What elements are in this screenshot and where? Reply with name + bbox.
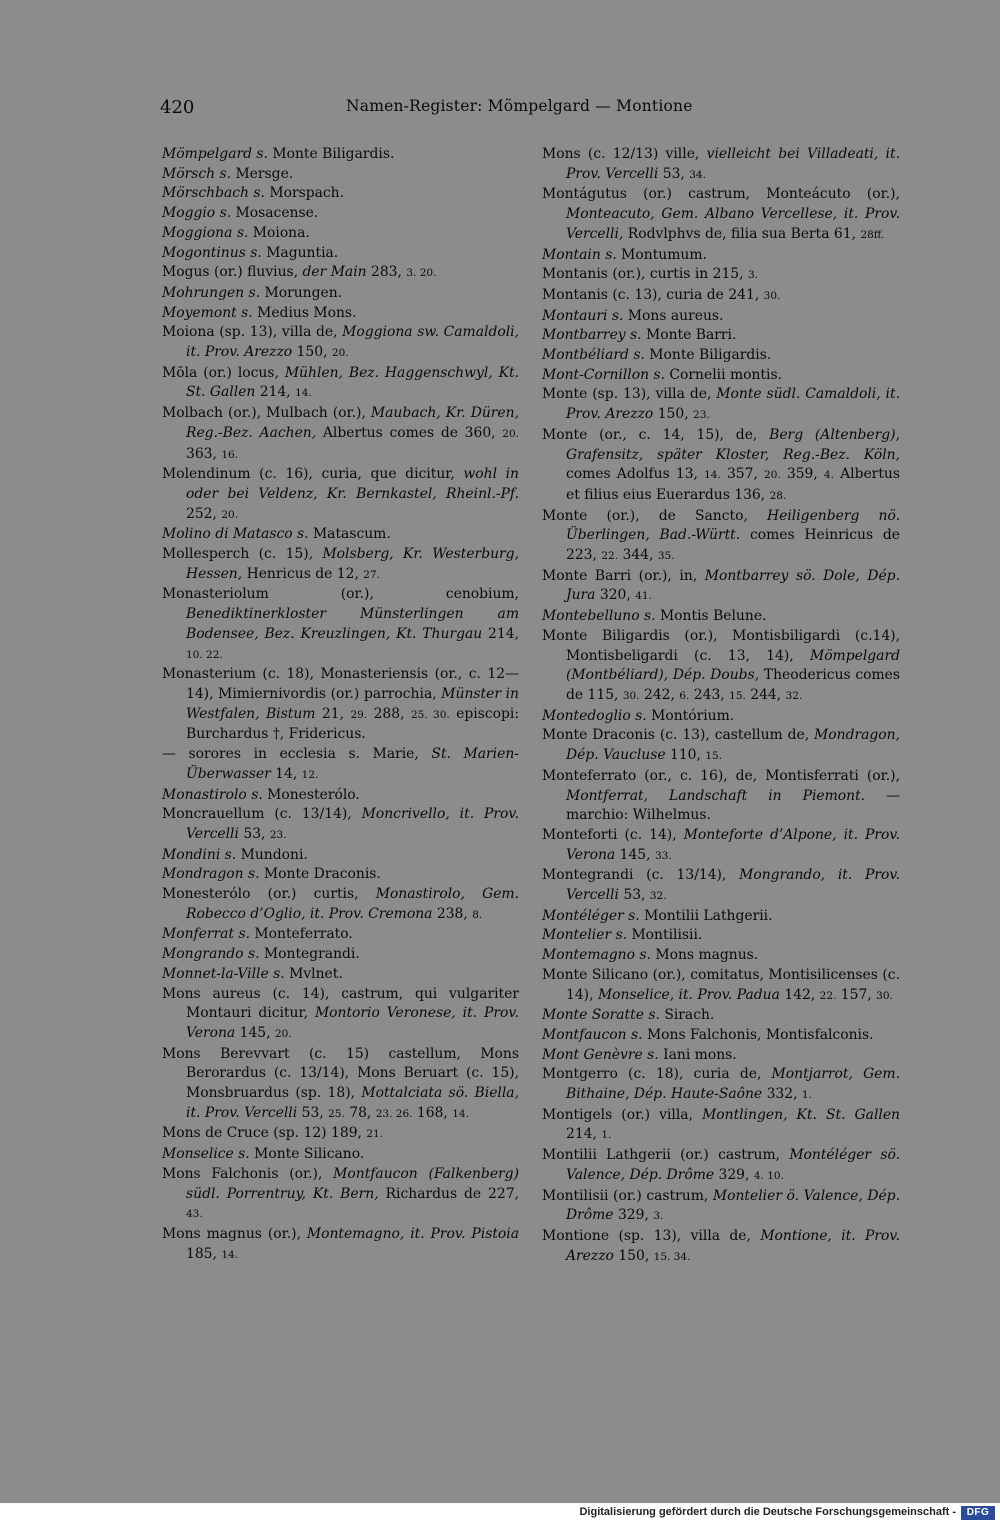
entry-italic-text: Berg (Altenberg), Grafensitz, später Kloster, Reg.-Bez. Köln, [566,426,900,463]
entry-italic-text: Mömpelgard s. [162,146,268,162]
entry-line-ref: 25. [328,1107,345,1120]
entry-text: Monasteriolum (or.), cenobium, [162,586,519,603]
index-entry [542,265,900,286]
entry-text: 110, [665,747,706,764]
entry-text: 78, [344,1104,376,1121]
entry-line-ref: 3. [747,269,759,282]
entry-text: 185, [186,1245,222,1262]
entry-text: Mons (c. 12/13) ville, [542,146,707,162]
entry-italic-text: Mohrungen s. [162,284,261,301]
entry-line-ref: 1. [801,1089,812,1102]
entry-italic-text: wohl in oder bei Veldenz, Kr. Bernkastel, Rheinl.-Pf. [186,466,520,502]
entry-text: Monte (sp. 13), villa de, [542,386,717,403]
entry-text: Montigels (or.) villa, [542,1106,703,1123]
entry-text: 329, [714,1166,754,1183]
entry-text: Montágutus (or.) castrum, Monteácuto (or.), [542,186,900,203]
entry-text: 53, [618,887,650,904]
entry-text: Mvlnet. [284,965,343,982]
entry-italic-text: Montauri s. [542,307,624,324]
entry-text: Monte Biligardis. [644,347,772,364]
entry-italic-text: Monteforte d’Alpone, it. Prov. Verona [566,826,900,863]
index-entry [162,805,519,845]
index-entry [542,866,900,906]
index-entry [162,465,519,525]
index-entry [162,545,519,585]
entry-text: Cornelii montis. [664,366,782,383]
entry-italic-text: Mondragon s. [162,866,260,883]
index-entry [542,726,900,766]
entry-text: Mōla (or.) locus, [162,364,285,381]
index-entry [162,145,519,165]
entry-italic-text: Montfaucon s. [542,1026,643,1043]
entry-italic-text: Mondragon, Dép. Vaucluse [566,727,900,764]
entry-line-ref: 32. [785,689,803,702]
index-entry [542,707,900,727]
index-entry [542,627,900,707]
entry-line-ref: 4. 10. [753,1169,784,1182]
entry-line-ref: 32. [649,890,667,903]
index-entry [162,945,519,965]
entry-italic-text: Molino di Matasco s. [162,526,309,543]
entry-text: Monte Barri (or.), in, [542,567,705,584]
footer-credit: Digitalisierung gefördert durch die Deutsche Forschungsgemeinschaft - [579,1506,956,1518]
page-number: 420 [160,97,195,118]
entry-text: Monte (or., c. 14, 15), de, [542,426,770,443]
entry-italic-text: Monteacuto, Gem. Albano Vercellese, it. Prov. Vercelli, [566,206,900,242]
entry-line-ref: 4. [823,469,834,482]
entry-italic-text: Mongrando s. [162,946,260,963]
entry-text: Maguntia. [261,244,339,261]
index-entry [162,284,519,304]
index-entry [542,907,900,927]
entry-line-ref: 41. [635,590,652,603]
entry-text: Iani mons. [658,1046,737,1063]
entry-text: 283, [366,264,407,281]
entry-line-ref: 27. [363,568,380,581]
entry-italic-text: Mondini s. [162,846,237,863]
entry-italic-text: Moyemont s. [162,304,253,321]
entry-line-ref: 35. [657,550,675,563]
index-entry [162,404,519,465]
entry-italic-text: Montorio Veronese, it. Prov. Verona [186,1005,520,1041]
entry-text: Monteferrato. [250,926,353,943]
entry-italic-text: Montelier s. [542,927,628,944]
index-entry [162,965,519,985]
entry-line-ref: 23. [269,828,287,841]
entry-italic-text: Mühlen, Bez. Haggenschwyl, Kt. St. Gallen [186,364,519,401]
entry-line-ref: 29. [350,708,368,721]
entry-text: Theodericus comes de 115, [566,667,900,703]
index-entry [542,1006,900,1026]
entry-text: Medius Mons. [252,304,357,321]
entry-text: 142, [779,986,820,1003]
entry-italic-text: Moggio s. [162,205,232,222]
index-entry [542,1046,900,1066]
index-entry [542,286,900,307]
index-entry [162,184,519,204]
index-entry [162,786,519,806]
entry-text: Monte Biligardis (or.), Montisbiligardi (c.14), Montisbeligardi (c. 13, 14), [542,627,900,664]
entry-italic-text: Benediktinerkloster Münsterlingen am Bodensee, Bez. Kreuzlingen, Kt. Thurgau [186,606,519,642]
footer-bar [0,1503,1000,1523]
index-entry [162,665,519,745]
entry-line-ref: 3. 20. [406,267,437,280]
entry-text: Montanis (c. 13), curia de 241, [542,286,764,303]
entry-text: Monteferrato (or., c. 16), de, Montisferrati (or.), [542,767,900,784]
entry-text: Albertus et filius eius Euerardus 136, [566,466,900,503]
entry-italic-text: Montfaucon (Falkenberg) südl. Porrentruy, Kt. Bern, [186,1165,519,1202]
entry-text: Mollesperch (c. 15), [162,546,323,563]
entry-italic-text: St. Marien-Überwasser [186,746,519,782]
entry-line-ref: 20. [502,427,519,440]
index-entry [162,846,519,866]
entry-text: Montegrandi (c. 13/14), [542,867,740,884]
entry-text: Sirach. [659,1007,715,1024]
entry-italic-text: Monastirolo, Gem. Robecco d’Oglio, it. Prov. Cremona [186,886,519,922]
index-entry [162,885,519,925]
entry-text: Montione (sp. 13), villa de, [542,1227,761,1244]
page-header [160,97,905,119]
entry-italic-text: Montlingen, Kt. St. Gallen [702,1106,901,1123]
index-entry [162,865,519,885]
index-entry [162,165,519,185]
entry-text: Monte Silicano (or.), comitatus, Montisilicenses (c. 14), [542,966,900,1003]
entry-text: Mons magnus (or.), [162,1225,307,1242]
entry-text: Monte Draconis (c. 13), castellum de, [542,727,815,744]
entry-text: 214, [482,625,519,642]
entry-text: Rodvlphvs de, filia sua Berta 61, [623,225,861,242]
entry-italic-text: Montain s. [542,246,617,263]
entry-text: Monte Biligardis. [267,146,395,162]
entry-text: Mons magnus. [650,947,759,964]
entry-text: Moncrauellum (c. 13/14), [162,806,362,823]
index-entry [162,745,519,785]
index-entry [542,326,900,346]
entry-line-ref: 15. [705,750,723,763]
entry-line-ref: 14. [704,469,721,482]
entry-text: episcopi: Burchardus †, Fridericus. [186,705,519,743]
entry-italic-text: Monselice, it. Prov. Padua [597,986,780,1003]
entry-text: Moiona. [248,224,310,241]
index-entry [542,366,900,386]
index-entry [162,1165,519,1225]
running-title: Namen-Register: Mömpelgard — Montione [346,97,693,115]
entry-text: — sorores in ecclesia s. Marie, [162,746,432,763]
entry-line-ref: 30. [622,689,640,702]
index-entry [162,1045,519,1125]
entry-text: Mogus (or.) fluvius, [162,264,303,281]
entry-italic-text: Montbarrey sö. Dole, Dép. Jura [566,567,900,604]
entry-italic-text: Montemagno s. [542,947,651,964]
entry-text: Mundoni. [236,846,308,863]
entry-italic-text: Mörsch s. [162,165,232,182]
index-entry [542,507,900,567]
entry-italic-text: Montbarrey s. [542,327,642,344]
entry-italic-text: Monte südl. Camaldoli, it. Prov. Arezzo [566,386,900,423]
index-entry [162,204,519,224]
entry-line-ref: 34. [689,168,706,181]
index-entry [542,966,900,1006]
entry-line-ref: 25. 30. [410,708,450,721]
index-entry [542,926,900,946]
entry-text: 329, [613,1207,654,1224]
entry-line-ref: 16. [221,448,239,461]
index-entry [162,263,519,284]
entry-line-ref: 20. [221,508,239,521]
entry-italic-text: Mogontinus s. [162,244,262,261]
entry-italic-text: Mörschbach s. [162,185,265,202]
entry-italic-text: Molsberg, Kr. Westerburg, Hessen, [186,546,519,582]
entry-line-ref: 14. [452,1107,469,1120]
index-entry [542,145,900,185]
index-entry [542,946,900,966]
entry-text: Matascum. [308,526,391,543]
index-entry [542,1227,900,1267]
entry-line-ref: 23. [693,409,710,422]
index-entry [162,364,519,404]
entry-italic-text: Montelier ö. Valence, Dép. Drôme [566,1187,900,1224]
entry-line-ref: 14. [295,387,312,400]
entry-italic-text: Maubach, Kr. Düren, Reg.-Bez. Aachen, [186,405,519,441]
entry-text: 344, [618,547,658,564]
entry-line-ref: 22. [601,550,619,563]
entry-text: Morspach. [264,185,345,202]
entry-text: Montórium. [646,707,735,724]
entry-italic-text: Montbéliard s. [542,347,645,364]
index-entry [162,304,519,324]
entry-text: comes Heinricus de 223, [566,527,900,564]
index-entry [542,826,900,866]
entry-text: Mons Berevvart (c. 15) castellum, Mons Berorardus (c. 13/14), Mons Beruart (c. 15), Monsbruardus (sp. 18), [162,1045,519,1102]
entry-text: 14, [270,765,302,782]
entry-text: 53, [238,825,270,842]
entry-text: Montumum. [616,246,707,263]
entry-line-ref: 43. [186,1208,203,1221]
entry-line-ref: 30. [763,289,781,302]
index-entry [542,607,900,627]
entry-text: 252, [186,505,222,522]
entry-italic-text: Münster in Westfalen, Bistum [186,685,519,722]
entry-line-ref: 28ff. [860,228,885,241]
entry-text: 214, [255,384,296,401]
entry-text: Montilisii. [627,927,703,944]
entry-line-ref: 28. [769,489,787,502]
entry-text: 244, [745,686,786,703]
index-entry [162,925,519,945]
entry-text: Monesterólo. [262,786,360,803]
entry-text: Richardus de 227, [378,1185,519,1202]
entry-italic-text: Monastirolo s. [162,786,263,803]
entry-text: 157, [836,986,877,1003]
entry-text: Albertus comes de 360, [316,424,503,441]
entry-text: Monesterólo (or.) curtis, [162,886,376,903]
entry-italic-text: der Main [302,264,367,281]
entry-text: 243, [689,686,730,703]
index-entry [542,307,900,327]
index-entry [542,426,900,507]
entry-text: 53, [297,1104,329,1121]
entry-italic-text: Mottalciata sö. Biella, it. Prov. Vercelli [186,1085,520,1121]
entry-italic-text: vielleicht bei Villadeati, it. Prov. Vercelli [566,146,900,182]
index-entry [162,585,519,665]
index-entry [162,323,519,363]
entry-text: Monte Silicano. [249,1146,365,1163]
index-entry [542,767,900,826]
index-entry [162,1225,519,1265]
entry-text: Mons Falchonis (or.), [162,1165,334,1182]
entry-line-ref: 3. [653,1210,664,1223]
entry-italic-text: Monnet-la-Ville s. [162,965,285,982]
dfg-logo: DFG [961,1506,995,1520]
entry-italic-text: Moncrivello, it. Prov. Vercelli [186,806,519,842]
entry-line-ref: 20. [331,347,349,360]
entry-text: Montanis (or.), curtis in 215, [542,266,748,283]
entry-text: Mons de Cruce (sp. 12) 189, [162,1125,367,1142]
entry-line-ref: 12. [301,768,319,781]
index-entry [162,1124,519,1145]
index-entry [542,185,900,245]
entry-line-ref: 23. 26. [375,1107,413,1120]
entry-italic-text: Mont-Cornillon s. [542,366,665,383]
entry-italic-text: Montferrat, Landschaft in Piemont. [566,787,866,804]
entry-line-ref: 15. 34. [653,1250,691,1263]
index-entry [162,224,519,244]
entry-text: Mosacense. [231,205,319,222]
entry-text: Montegrandi. [259,946,360,963]
entry-text: Montis Belune. [655,608,767,625]
entry-line-ref: 30. [876,989,893,1002]
entry-text: 168, [412,1104,453,1121]
entry-text: Henricus de 12, [242,565,364,582]
entry-line-ref: 14. [221,1248,239,1261]
entry-text: Mersge. [231,165,294,182]
index-entry [542,1065,900,1105]
entry-line-ref: 15. [729,689,746,702]
entry-text: Mons Falchonis, Montisfalconis. [642,1026,874,1043]
entry-text: Moiona (sp. 13), villa de, [162,324,343,341]
entry-text: Monte (or.), de Sancto, [542,507,768,524]
index-column-left [162,145,519,1265]
entry-italic-text: Mömpelgard (Montbéliard), Dép. Doubs, [566,647,900,684]
entry-line-ref: 22. [819,989,837,1002]
entry-line-ref: 33. [654,849,672,862]
entry-text: Montilisii (or.) castrum, [542,1187,713,1204]
entry-line-ref: 20. [764,469,781,482]
entry-italic-text: Montéléger s. [542,907,640,924]
index-entry [162,985,519,1045]
entry-text: 145, [615,846,655,863]
index-entry [542,346,900,366]
entry-text: 238, [432,905,473,922]
entry-text: Monteforti (c. 14), [542,826,684,843]
entry-text: Molbach (or.), Mulbach (or.), [162,405,371,422]
entry-text: 359, [780,466,824,483]
entry-text: 242, [639,686,680,703]
entry-italic-text: Montedoglio s. [542,707,647,724]
entry-text: Monte Barri. [641,327,737,344]
index-entry [542,246,900,266]
entry-text: — marchio: Wilhelmus. [566,787,900,824]
index-entry [542,385,900,425]
index-entry [542,567,900,607]
index-entry [542,1026,900,1046]
index-entry [542,1146,900,1186]
entry-italic-text: Montjarrot, Gem. Bithaine, Dép. Haute-Saône [566,1066,900,1103]
entry-italic-text: Montemagno, it. Prov. Pistoia [306,1225,519,1242]
entry-text: comes Adolfus 13, [566,466,705,483]
entry-italic-text: Moggiona sw. Camaldoli, it. Prov. Arezzo [186,324,519,361]
entry-italic-text: Heiligenberg nö. Überlingen, Bad.-Württ. [566,507,900,544]
entry-text: Morungen. [260,284,343,301]
index-column-right [542,145,900,1267]
entry-text: Molendinum (c. 16), curia, que dicitur, [162,466,464,483]
entry-italic-text: Moggiona s. [162,224,249,241]
index-entry [162,244,519,264]
entry-text: 21, [315,705,351,722]
entry-italic-text: Monferrat s. [162,926,250,943]
index-entry [542,1187,900,1227]
entry-text: 357, [720,466,765,483]
entry-italic-text: Montione, it. Prov. Arezzo [566,1227,900,1264]
entry-italic-text: Montéléger sö. Valence, Dép. Drôme [566,1147,900,1183]
entry-italic-text: Monselice s. [162,1146,250,1163]
entry-line-ref: 6. [679,689,690,702]
entry-text: 214, [566,1126,602,1143]
entry-line-ref: 10. 22. [186,648,223,661]
entry-text: Montgerro (c. 18), curia de, [542,1066,772,1083]
entry-text: 363, [186,445,222,462]
entry-text: 150, [292,344,332,361]
entry-italic-text: Monte Soratte s. [542,1007,660,1024]
entry-italic-text: Montebelluno s. [542,608,656,625]
index-entry [162,1145,519,1165]
entry-line-ref: 21. [366,1128,384,1141]
entry-text: Mons aureus (c. 14), castrum, qui vulgariter Montauri dicitur, [162,985,519,1022]
entry-text: 145, [235,1024,275,1041]
entry-line-ref: 1. [601,1129,612,1142]
entry-text: Montilii Lathgerii (or.) castrum, [542,1147,790,1164]
entry-text: Monasterium (c. 18), Monasteriensis (or., c. 12—14), Mimiernivordis (or.) parrochia, [162,666,519,702]
entry-text: 332, [762,1086,802,1103]
entry-text: 150, [613,1247,654,1264]
entry-text: 53, [658,165,690,182]
entry-text: Mons aureus. [623,307,724,324]
index-entry [162,525,519,545]
entry-text: Montilii Lathgerii. [639,907,773,924]
entry-text: 150, [653,406,694,423]
entry-text: 288, [367,705,411,722]
index-entry [542,1106,900,1146]
entry-line-ref: 20. [274,1027,292,1040]
entry-text: 320, [595,587,636,604]
entry-italic-text: Mongrando, it. Prov. Vercelli [566,867,900,904]
entry-line-ref: 8. [472,908,483,921]
entry-text: Monte Draconis. [259,866,381,883]
entry-italic-text: Mont Genèvre s. [542,1046,659,1063]
